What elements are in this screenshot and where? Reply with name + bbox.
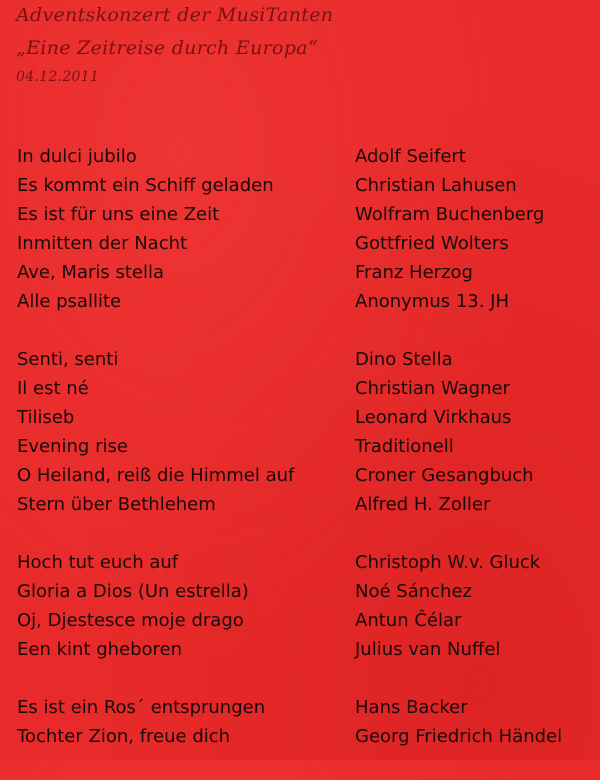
song-title: Oj, Djestesce moje drago [17,610,244,631]
composer-name: Georg Friedrich Händel [355,726,563,747]
composer-name: Antun Ĉélar [355,610,462,631]
program-list [17,142,592,780]
composer-name: Leonard Virkhaus [355,407,512,428]
composer-name: Noé Sánchez [355,581,472,602]
song-title: In dulci jubilo [17,146,137,167]
song-title: Tochter Zion, freue dich [17,726,231,747]
song-title: Inmitten der Nacht [17,233,188,254]
composer-name: Christian Lahusen [355,175,517,196]
song-title: O Heiland, reiß die Himmel auf [17,465,295,486]
song-title: Senti, senti [17,349,119,370]
concert-title: Adventskonzert der MusiTanten [16,4,334,26]
program-item [17,577,592,606]
program-item [17,548,592,577]
song-title: Alle psallite [17,291,122,312]
composer-name: Christian Wagner [355,378,510,399]
concert-header [16,6,333,84]
program-item [17,490,592,519]
song-title: Il est né [17,378,89,399]
composer-name: Adolf Seifert [355,146,466,167]
program-item [17,693,592,722]
song-title: Tiliseb [17,407,75,428]
composer-name: Julius van Nuffel [355,639,501,660]
song-title: Ave, Maris stella [17,262,165,283]
composer-name: Gottfried Wolters [355,233,509,254]
program-item [17,403,592,432]
program-item [17,461,592,490]
program-item [17,287,592,316]
program-section [17,693,592,751]
composer-name: Franz Herzog [355,262,473,283]
song-title: Evening rise [17,436,128,457]
concert-date: 04.12.2011 [16,69,100,85]
program-item [17,258,592,287]
composer-name: Traditionell [355,436,454,457]
program-item [17,722,592,751]
composer-name: Croner Gesangbuch [355,465,534,486]
composer-name: Wolfram Buchenberg [355,204,545,225]
program-item [17,606,592,635]
song-title: Hoch tut euch auf [17,552,179,573]
song-title: Es kommt ein Schiff geladen [17,175,274,196]
program-section [17,142,592,316]
song-title: Es ist für uns eine Zeit [17,204,220,225]
composer-name: Anonymus 13. JH [355,291,510,312]
program-item [17,142,592,171]
program-item [17,432,592,461]
song-title: Een kint gheboren [17,639,183,660]
program-item [17,345,592,374]
concert-subtitle: „Eine Zeitreise durch Europa“ [16,37,318,59]
program-section [17,548,592,664]
song-title: Es ist ein Ros´ entsprungen [17,697,266,718]
program-item [17,374,592,403]
program-item [17,200,592,229]
composer-name: Christoph W.v. Gluck [355,552,541,573]
program-item [17,171,592,200]
program-item [17,635,592,664]
program-section [17,345,592,519]
composer-name: Hans Backer [355,697,468,718]
program-item [17,229,592,258]
composer-name: Alfred H. Zoller [355,494,491,515]
composer-name: Dino Stella [355,349,453,370]
song-title: Gloria a Dios (Un estrella) [17,581,249,602]
song-title: Stern über Bethlehem [17,494,216,515]
